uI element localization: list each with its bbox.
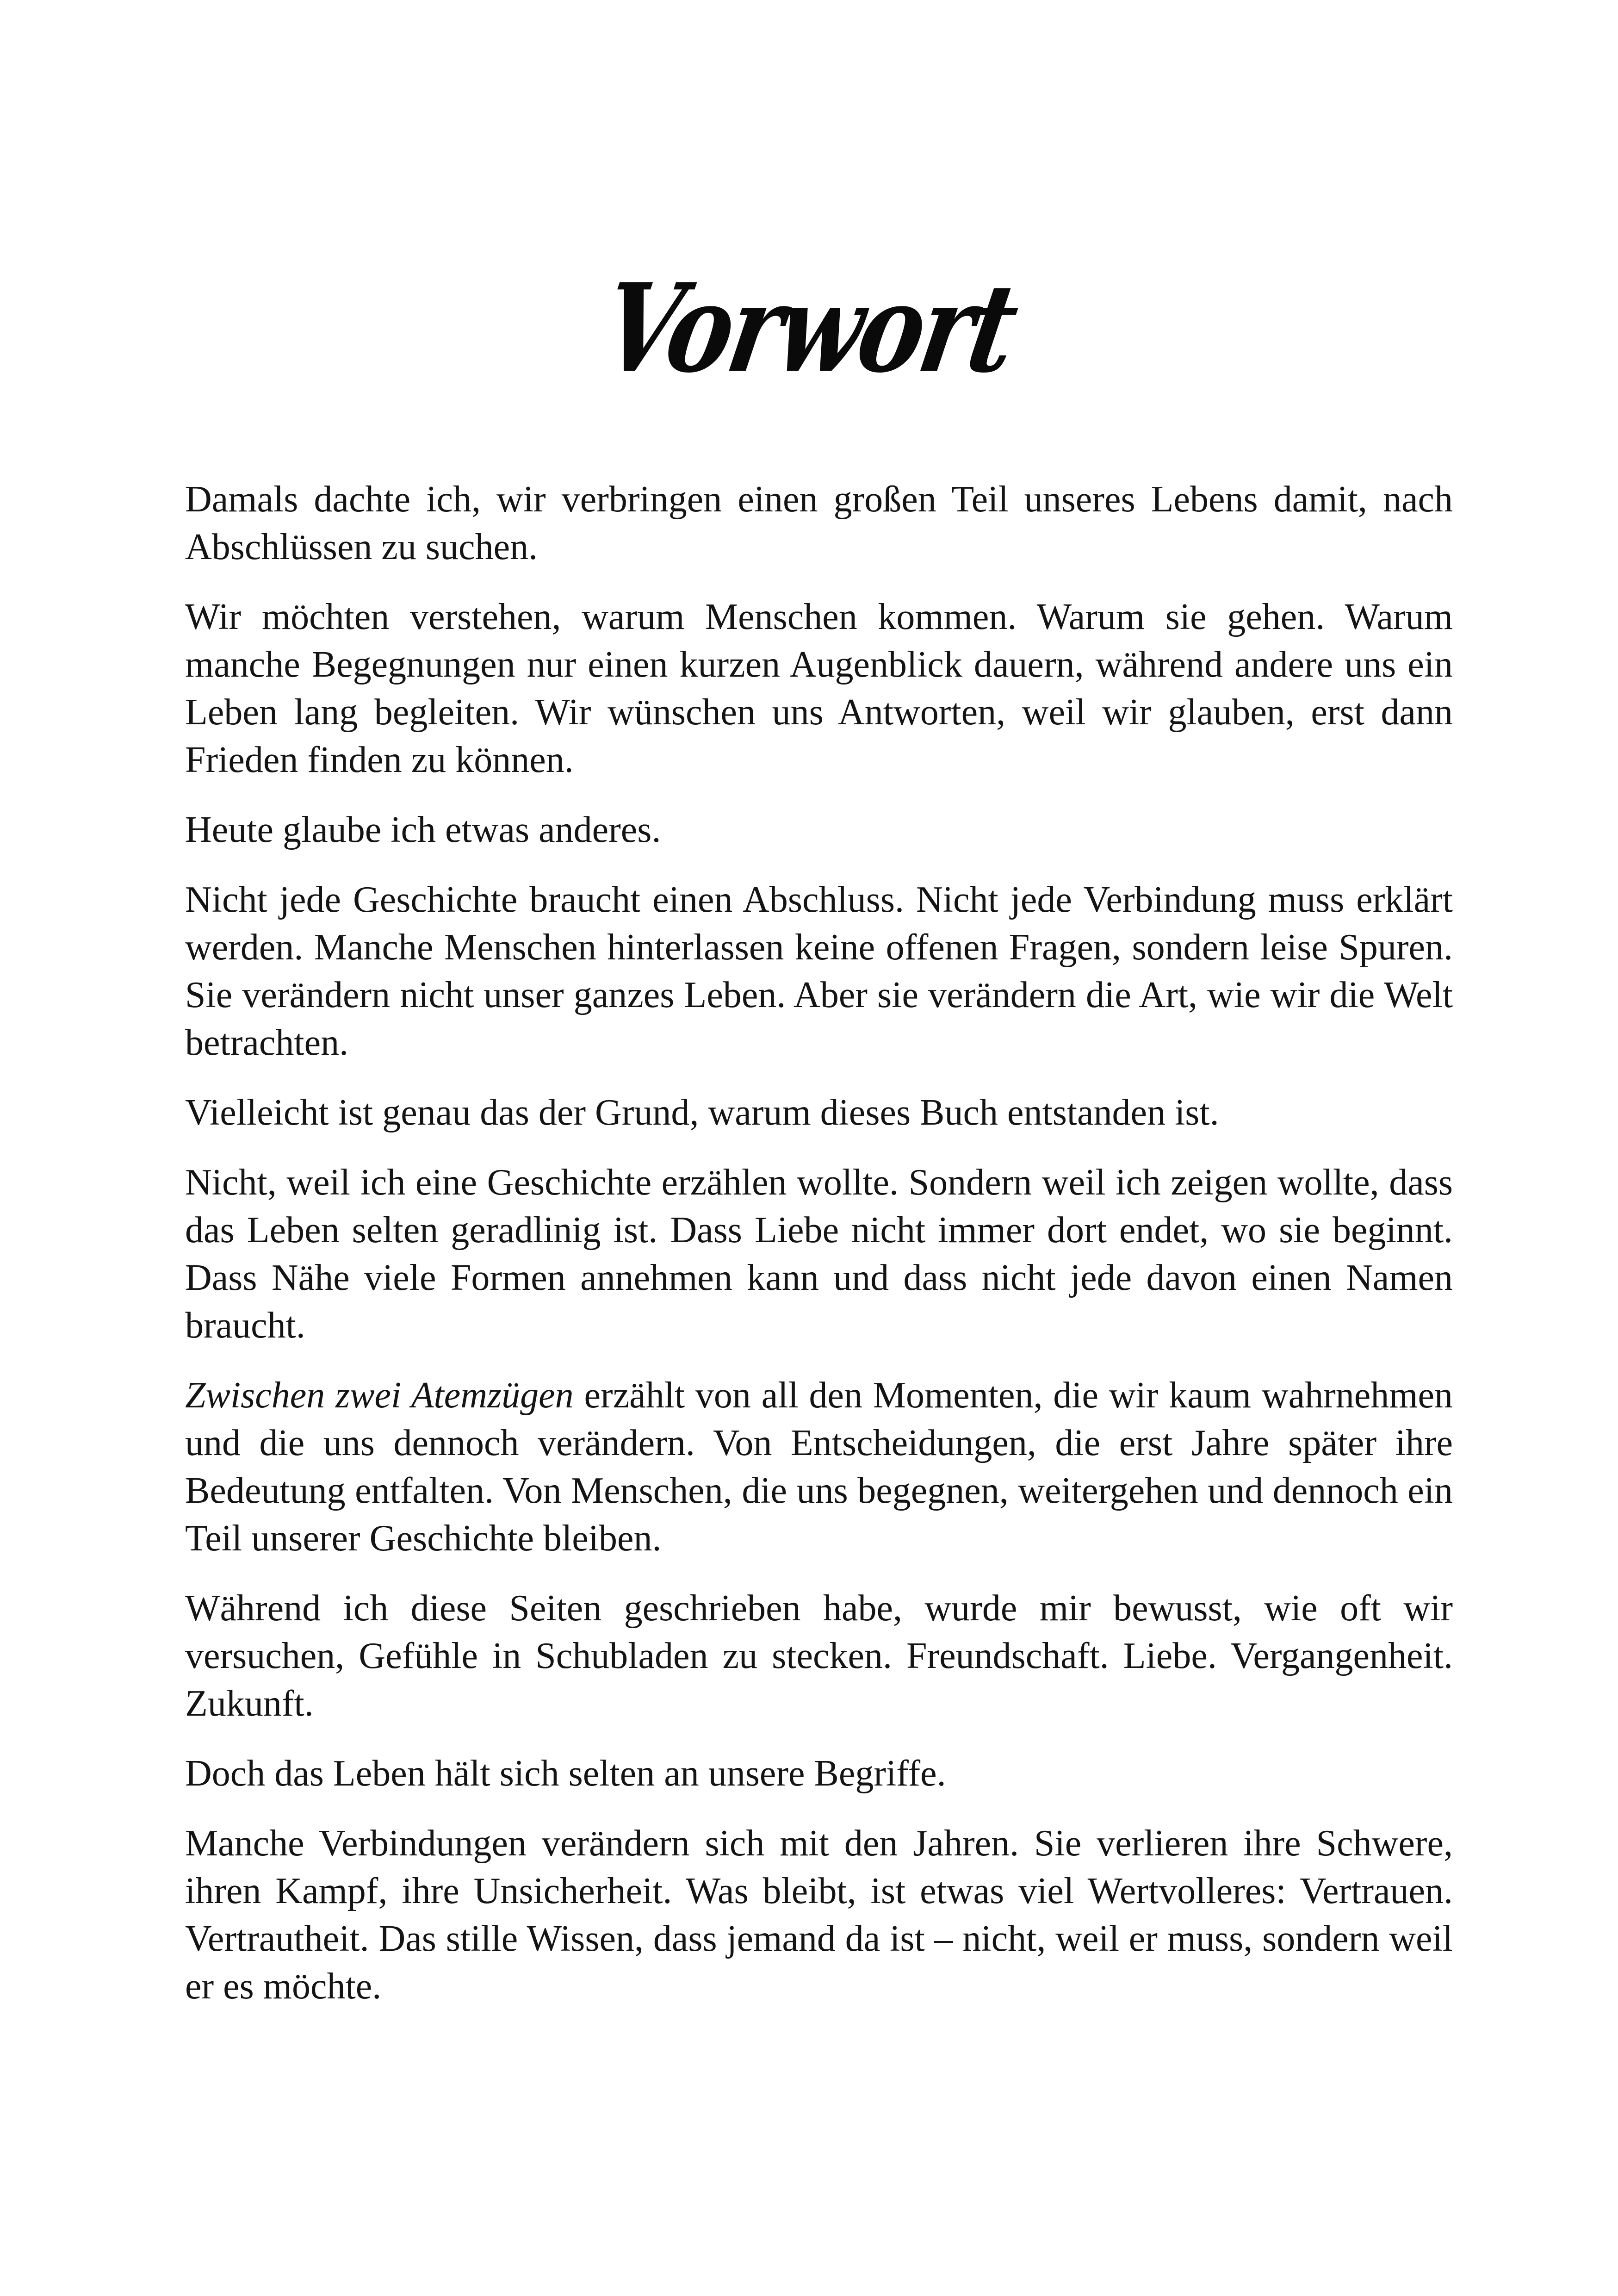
- paragraph-6: Nicht, weil ich eine Geschichte erzählen wollte. Sondern weil ich zeigen wollte, dass das Leben selten geradlinig ist. Dass Liebe nicht immer dort endet, wo sie beginnt. Dass Nähe viele Formen annehmen kann und dass nicht jede davon einen Namen braucht.: [185, 1162, 1453, 1346]
- paragraph-4: Nicht jede Geschichte braucht einen Abschluss. Nicht jede Verbindung muss erklärt werden. Manche Menschen hinterlassen keine offenen Fragen, sondern leise Spuren. Sie verändern nicht unser ganzes Leben. Aber sie verändern die Art, wie wir die Welt betrachten.: [185, 879, 1453, 1063]
- book-title: Zwischen zwei Atemzügen: [185, 1375, 574, 1416]
- page-title: Vorwort: [592, 257, 1026, 400]
- paragraph-10: Manche Verbindungen verändern sich mit den Jahren. Sie verlieren ihre Schwere, ihren Kampf, ihre Unsicherheit. Was bleibt, ist etwas viel Wertvolleres: Vertrauen. Vertrautheit. Das stille Wissen, dass jemand da ist – nicht, weil er muss, sondern weil er es möchte.: [185, 1823, 1453, 2007]
- paragraph-3: Heute glaube ich etwas anderes.: [185, 809, 661, 850]
- paragraph-7: [185, 1372, 1453, 1562]
- title-area: [0, 259, 1618, 444]
- paragraph-8: Während ich diese Seiten geschrieben habe, wurde mir bewusst, wie oft wir versuchen, Gefühle in Schubladen zu stecken. Freundschaft. Liebe. Vergangenheit. Zukunft.: [185, 1588, 1453, 1724]
- body-text: [185, 476, 1453, 2033]
- paragraph-7-text: erzählt von all den Momenten, die wir kaum wahrnehmen und die uns dennoch verändern. Von Entscheidungen, die erst Jahre später ihre Bedeutung entfalten. Von Menschen, die uns begegnen, weitergehen und dennoch ein Teil unserer Geschichte bleiben.: [185, 1375, 1453, 1559]
- paragraph-5: Vielleicht ist genau das der Grund, warum dieses Buch entstanden ist.: [185, 1092, 1219, 1133]
- paragraph-2: Wir möchten verstehen, warum Menschen kommen. Warum sie gehen. Warum manche Begegnungen nur einen kurzen Augenblick dauern, während andere uns ein Leben lang begleiten. Wir wünschen uns Antworten, weil wir glauben, erst dann Frieden finden zu können.: [185, 597, 1453, 780]
- paragraph-9: Doch das Leben hält sich selten an unsere Begriffe.: [185, 1753, 946, 1794]
- paragraph-1: Damals dachte ich, wir verbringen einen großen Teil unseres Lebens damit, nach Abschlüssen zu suchen.: [185, 479, 1453, 567]
